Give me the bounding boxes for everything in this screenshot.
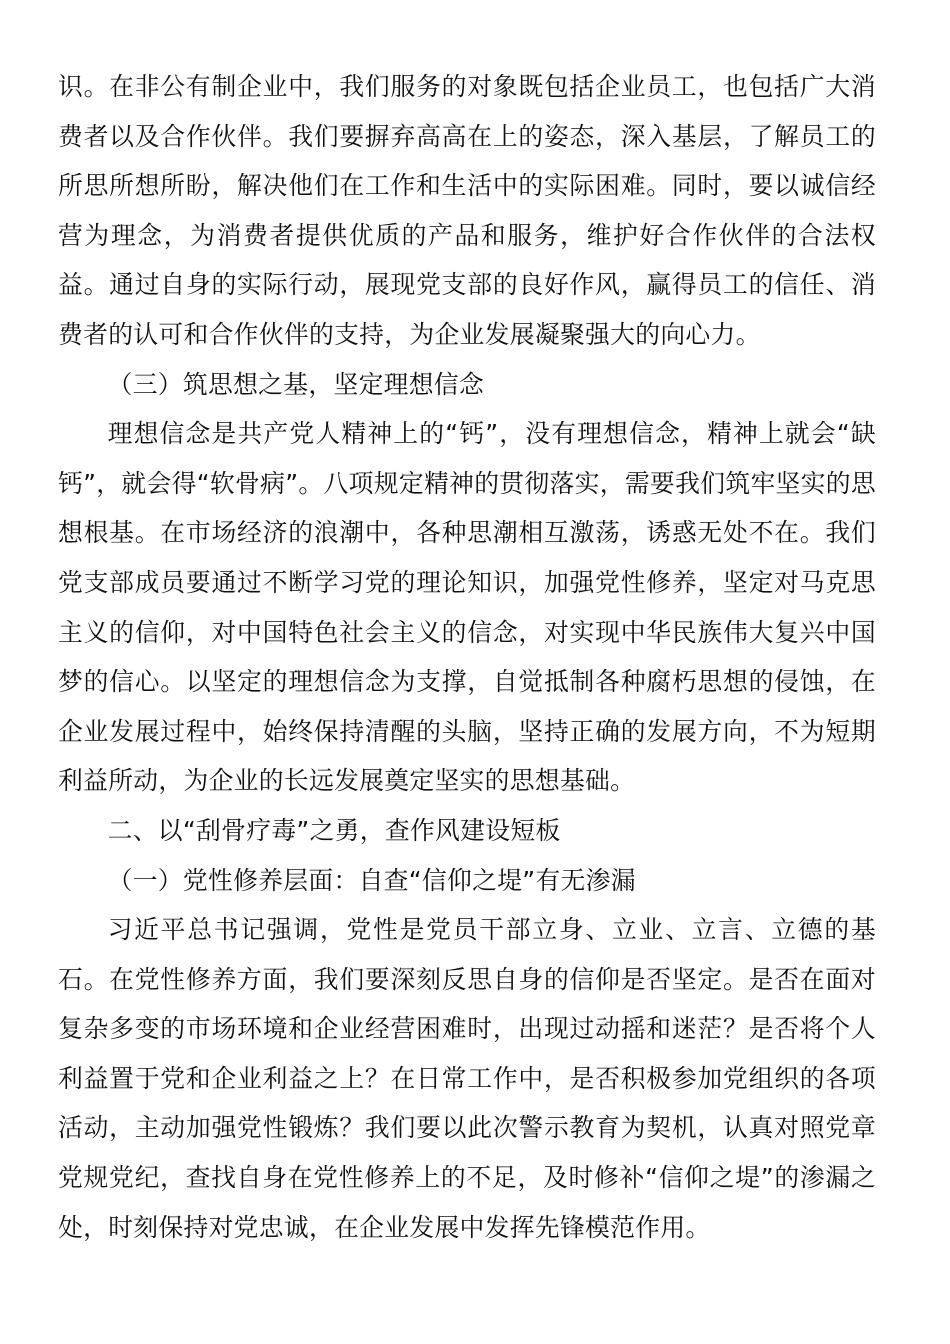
paragraph-continued: 识。在非公有制企业中，我们服务的对象既包括企业员工，也包括广大消费者以及合作伙伴。我们要摒弃高高在上的姿态，深入基层，了解员工的所思所想所盼，解决他们在工作和生活中的实际困难。同时，要以诚信经营为理念，为消费者提供优质的产品和服务，维护好合作伙伴的合法权益。通过自身的实际行动，展现党支部的良好作风，赢得员工的信任、消费者的认可和合作伙伴的支持，为企业发展凝聚强大的向心力。 <box>58 72 876 349</box>
paragraph-party-spirit: 习近平总书记强调，党性是党员干部立身、立业、立言、立德的基石。在党性修养方面，我们要深刻反思自身的信仰是否坚定。是否在面对复杂多变的市场环境和企业经营困难时，出现过动摇和迷茫？是否将个人利益置于党和企业利益之上？在日常工作中，是否积极参加党组织的各项活动，主动加强党性锻炼？我们要以此次警示教育为契机，认真对照党章党规党纪，查找自身在党性修养上的不足，及时修补“信仰之堤”的渗漏之处，时刻保持对党忠诚，在企业发展中发挥先锋模范作用。 <box>58 915 876 1242</box>
paragraph-ideals: 理想信念是共产党人精神上的“钙”，没有理想信念，精神上就会“缺钙”，就会得“软骨病”。八项规定精神的贯彻落实，需要我们筑牢坚实的思想根基。在市场经济的浪潮中，各种思潮相互激荡，诱惑无处不在。我们党支部成员要通过不断学习党的理论知识，加强党性修养，坚定对马克思主义的信仰，对中国特色社会主义的信念，对实现中华民族伟大复兴中国梦的信心。以坚定的理想信念为支撑，自觉抵制各种腐朽思想的侵蚀，在企业发展过程中，始终保持清醒的头脑，坚持正确的发展方向，不为短期利益所动，为企业的长远发展奠定坚实的思想基础。 <box>58 419 876 796</box>
document-body <box>58 62 876 1252</box>
subheading-one: （一）党性修养层面：自查“信仰之堤”有无渗漏 <box>107 865 636 895</box>
subheading-three: （三）筑思想之基，坚定理想信念 <box>107 369 485 399</box>
section-heading-two: 二、以“刮骨疗毒”之勇，查作风建设短板 <box>107 815 561 845</box>
